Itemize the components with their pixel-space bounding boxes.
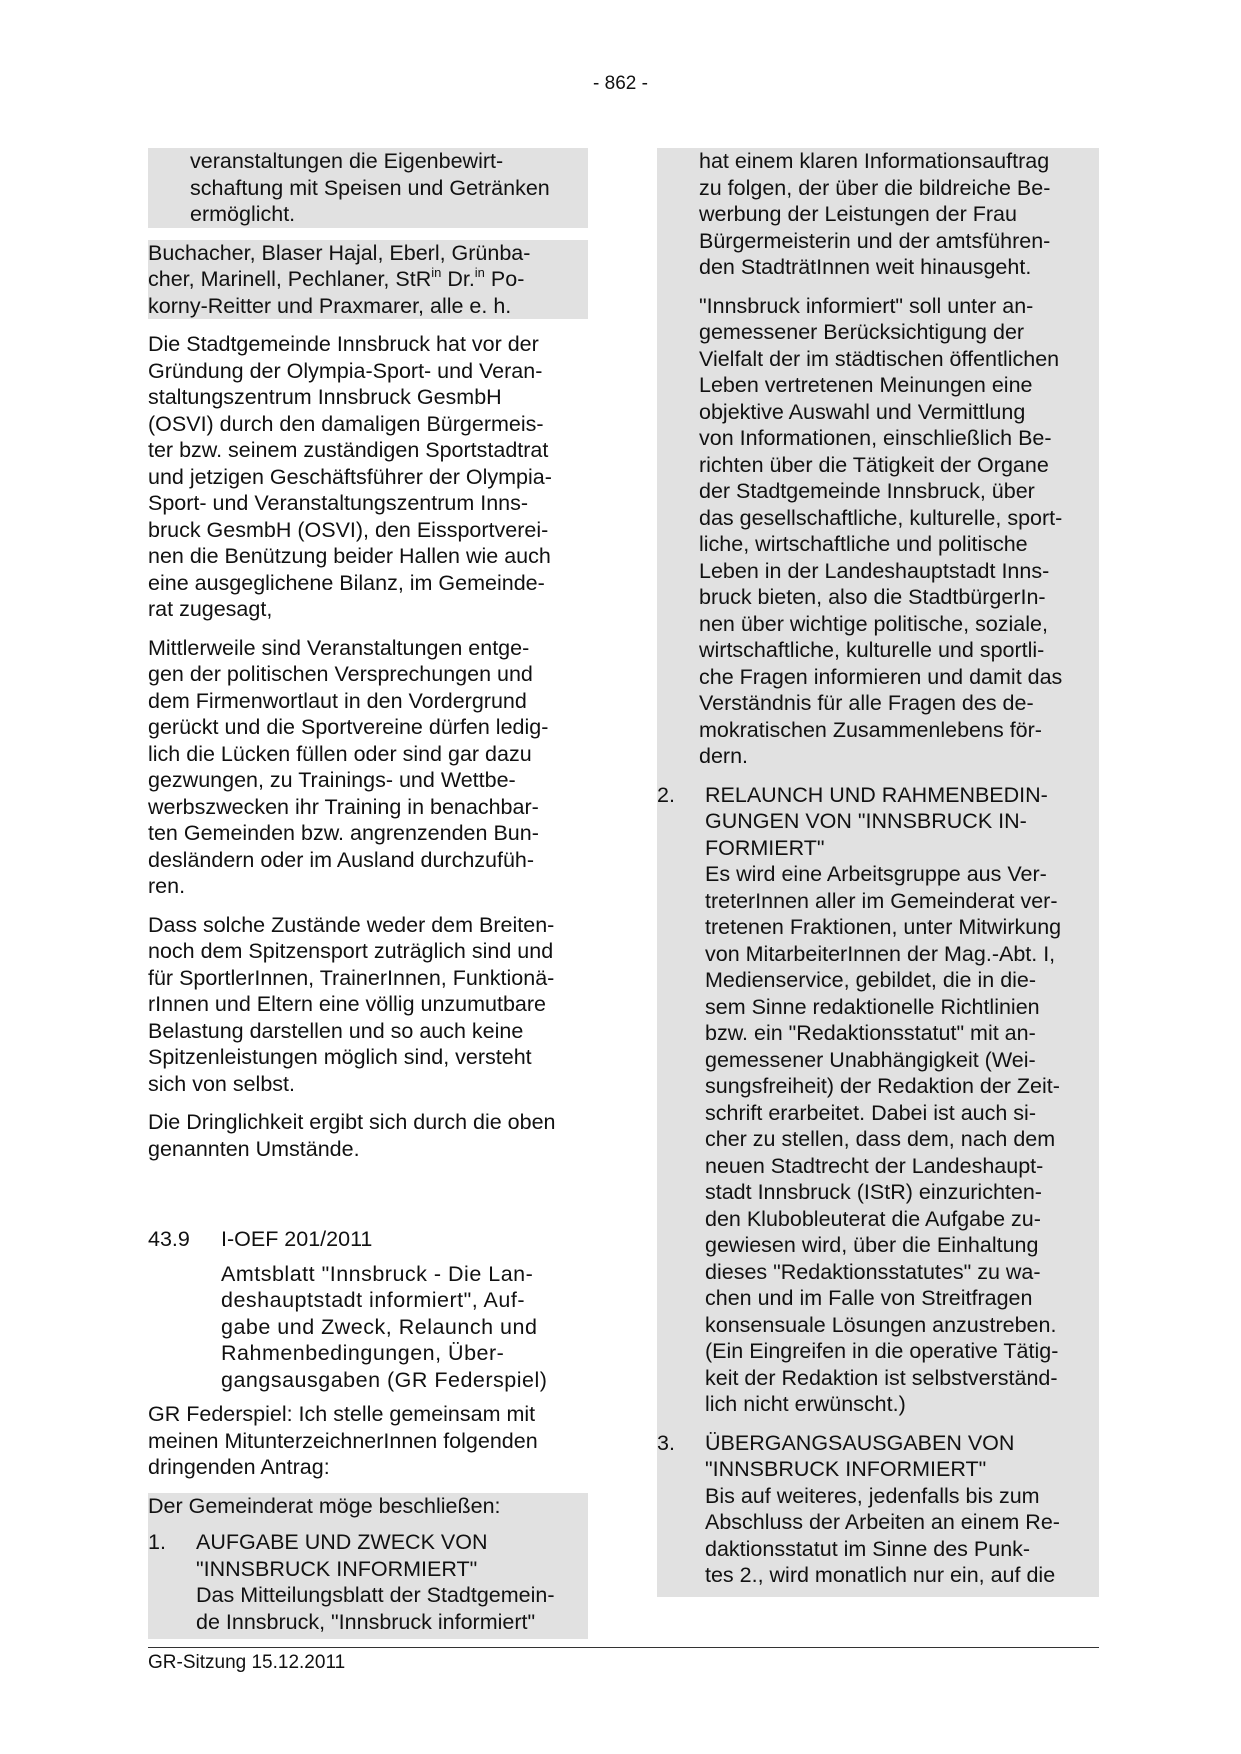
text-line: zu folgen, der über die bildreiche Be- [699,175,1051,200]
motion-item-3 [657,1430,1099,1589]
text-line: hat einem klaren Informationsauftrag [699,149,1050,173]
text-line: stadt Innsbruck (IStR) einzurichten- [705,1180,1042,1204]
text-line: de Innsbruck, "Innsbruck informiert" [196,1609,536,1634]
text-line: sem Sinne redaktionelle Richtlinien [705,994,1040,1019]
text-line: Leben in der Landeshauptstadt Inns- [699,558,1050,583]
text-line: GUNGEN VON "INNSBRUCK IN- [705,809,1027,833]
left-column [148,148,588,1639]
motion-block [148,1493,588,1640]
text-line: (OSVI) durch den damaligen Bürgermeis- [148,411,544,436]
text-line: wirtschaftliche, kulturelle und sportli- [699,638,1045,662]
text-line: (Ein Eingreifen in die operative Tätig- [705,1339,1059,1363]
text-line: schrift erarbeitet. Dabei ist auch si- [705,1100,1036,1125]
agenda-number: 43.9 [148,1227,190,1251]
text-line: rInnen und Eltern eine völlig unzumutbare [148,992,547,1016]
footer-divider [148,1647,1099,1648]
motion-item-2 [657,782,1099,1418]
text-line: von Informationen, einschließlich Be- [699,426,1052,450]
text-line: dieses "Redaktionsstatutes" zu wa- [705,1259,1041,1284]
text-line: und jetzigen Geschäftsführer der Olympia- [148,464,552,489]
text-line: Leben vertretenen Meinungen eine [699,373,1033,397]
text-line: gerückt und die Sportvereine dürfen ledig- [148,715,549,739]
text-line: noch dem Spitzensport zuträglich sind und [148,939,554,963]
text-line: ÜBERGANGSAUSGABEN VON [705,1430,1015,1455]
paragraph-zustaende [148,912,588,1098]
text-line: richten über die Tätigkeit der Organe [699,452,1049,477]
text-line: genannten Umstände. [148,1136,360,1161]
agenda-code: I-OEF 201/2011 [221,1227,373,1251]
text-line: Buchacher, Blaser Hajal, Eberl, Grünba- [148,240,531,265]
text-line: "INNSBRUCK INFORMIERT" [196,1556,478,1581]
text-line: lich nicht erwünscht.) [705,1392,906,1416]
text-line: dern. [699,744,749,768]
text-line: Das Mitteilungsblatt der Stadtgemein- [196,1583,555,1607]
text-line: schaftung mit Speisen und Getränken [190,175,550,200]
paragraph-veranstaltungen [148,635,588,900]
text-line: Belastung darstellen und so auch keine [148,1018,524,1043]
text-line: ter bzw. seinem zuständigen Sportstadtrat [148,438,549,462]
text-line: rat zugesagt, [148,597,273,621]
text-line: FORMIERT" [705,835,825,860]
text-line: Bis auf weiteres, jedenfalls bis zum [705,1483,1040,1508]
text-line: Gründung der Olympia-Sport- und Veran- [148,358,543,383]
text-line: deshauptstadt informiert", Auf- [221,1288,525,1312]
text-line: das gesellschaftliche, kulturelle, sport- [699,505,1063,530]
text-line: cher, Marinell, Pechlaner, StR$^{in}$ Dr.$^{in}$ Po- [148,265,525,291]
text-line: RELAUNCH UND RAHMENBEDIN- [705,782,1048,807]
text-line: gen der politischen Versprechungen und [148,662,533,686]
text-line: Mittlerweile sind Veranstaltungen entge- [148,635,530,660]
text-line: mokratischen Zusammenlebens för- [699,717,1042,742]
text-line: "INNSBRUCK INFORMIERT" [705,1457,987,1481]
item1-continued [657,148,1099,770]
agenda-title [148,1261,588,1394]
text-line: dringenden Antrag: [148,1455,330,1479]
text-line: cher zu stellen, dass dem, nach dem [705,1127,1056,1151]
text-line: der Stadtgemeinde Innsbruck, über [699,479,1035,503]
footer-session-date: GR-Sitzung 15.12.2011 [148,1652,346,1673]
text-line: tretenen Fraktionen, unter Mitwirkung [705,915,1062,939]
text-line: neuen Stadtrecht der Landeshaupt- [705,1153,1044,1178]
text-line: Amtsblatt "Innsbruck - Die Lan- [221,1261,534,1286]
text-line: daktionsstatut im Sinne des Punk- [705,1536,1031,1561]
text-line: sungsfreiheit) der Redaktion der Zeit- [705,1074,1060,1098]
text-line: gewiesen wird, über die Einhaltung [705,1233,1039,1257]
text-line: den Klubobleuterat die Aufgabe zu- [705,1206,1041,1231]
text-line: Die Stadtgemeinde Innsbruck hat vor der [148,332,539,356]
text-line: Verständnis für alle Fragen des de- [699,691,1034,715]
text-line: Bürgermeisterin und der amtsführen- [699,228,1051,253]
text-line: Spitzenleistungen möglich sind, versteht [148,1045,532,1069]
text-line: Abschluss der Arbeiten an einem Re- [705,1510,1060,1534]
text-line: gemessener Berücksichtigung der [699,320,1025,344]
text-line: eine ausgeglichene Bilanz, im Gemeinde- [148,570,545,595]
text-line: ten Gemeinden bzw. angrenzenden Bun- [148,821,539,845]
text-line: lich die Lücken füllen oder sind gar dazu [148,741,532,766]
paragraph-dringlichkeit [148,1109,588,1162]
text-line: che Fragen informieren und damit das [699,664,1063,689]
agenda-item-heading [148,1226,588,1253]
text-line: ermöglicht. [190,202,296,226]
text-line: gabe und Zweck, Relaunch und [221,1314,538,1339]
text-line: gezwungen, zu Trainings- und Wettbe- [148,768,516,792]
text-line: veranstaltungen die Eigenbewirt- [190,149,504,173]
text-line: treterInnen aller im Gemeinderat ver- [705,888,1058,913]
item-number: 2. [657,782,675,807]
text-line: Es wird eine Arbeitsgruppe aus Ver- [705,862,1047,886]
text-line: liche, wirtschaftliche und politische [699,532,1028,556]
item-number: 1. [148,1530,166,1554]
text-line: von MitarbeiterInnen der Mag.-Abt. I, [705,941,1056,966]
text-line: objektive Auswahl und Vermittlung [699,399,1026,424]
text-line: tes 2., wird monatlich nur ein, auf die [705,1563,1056,1587]
text-line: korny-Reitter und Praxmarer, alle e. h. [148,293,512,318]
text-line: nen über wichtige politische, soziale, [699,611,1048,636]
text-line: bzw. ein "Redaktionsstatut" mit an- [705,1021,1036,1045]
text-line: gangsausgaben (GR Federspiel) [221,1367,548,1392]
text-line: "Innsbruck informiert" soll unter an- [699,293,1034,318]
text-line: ren. [148,874,186,898]
right-column [657,148,1099,1597]
text-line: konsensuale Lösungen anzustreben. [705,1312,1057,1337]
item-number: 3. [657,1430,675,1455]
motion-intro: Der Gemeinderat möge beschließen: [148,1493,501,1518]
text-line: Die Dringlichkeit ergibt sich durch die oben [148,1110,556,1134]
text-line: dem Firmenwortlaut in den Vordergrund [148,688,527,713]
text-line: bruck GesmbH (OSVI), den Eissportverei- [148,517,549,542]
page-number: - 862 - [593,73,648,94]
text-line: Medienservice, gebildet, die in die- [705,968,1037,992]
paragraph-osvi [148,331,588,623]
text-line: Sport- und Veranstaltungszentrum Inns- [148,491,529,515]
text-line: den StadträtInnen weit hinausgeht. [699,255,1032,279]
text-line: sich von selbst. [148,1071,295,1096]
text-line: desländern oder im Ausland durchzufüh- [148,847,535,872]
motion-item-1 [148,1529,588,1635]
text-line: gemessener Unabhängigkeit (Wei- [705,1047,1036,1072]
text-line: chen und im Falle von Streitfragen [705,1286,1033,1310]
text-line: Vielfalt der im städtischen öffentlichen [699,346,1060,371]
text-line: nen die Benützung beider Hallen wie auch [148,544,551,568]
text-line: Rahmenbedingungen, Über- [221,1341,505,1365]
text-line: für SportlerInnen, TrainerInnen, Funktionä- [148,965,555,990]
text-line: werbung der Leistungen der Frau [699,202,1017,226]
text-line: meinen MitunterzeichnerInnen folgenden [148,1428,538,1453]
left-continued-paragraph [148,148,588,228]
text-line: AUFGABE UND ZWECK VON [196,1530,488,1554]
text-line: staltungszentrum Innsbruck GesmbH [148,385,502,409]
paragraph-antrag [148,1401,588,1481]
signatories-paragraph [148,240,588,320]
text-line: GR Federspiel: Ich stelle gemeinsam mit [148,1402,536,1426]
text-line: Dass solche Zustände weder dem Breiten- [148,912,555,937]
text-line: keit der Redaktion ist selbstverständ- [705,1365,1058,1390]
text-line: werbszwecken ihr Training in benachbar- [148,794,539,819]
text-line: bruck bieten, also die StadtbürgerIn- [699,585,1046,609]
